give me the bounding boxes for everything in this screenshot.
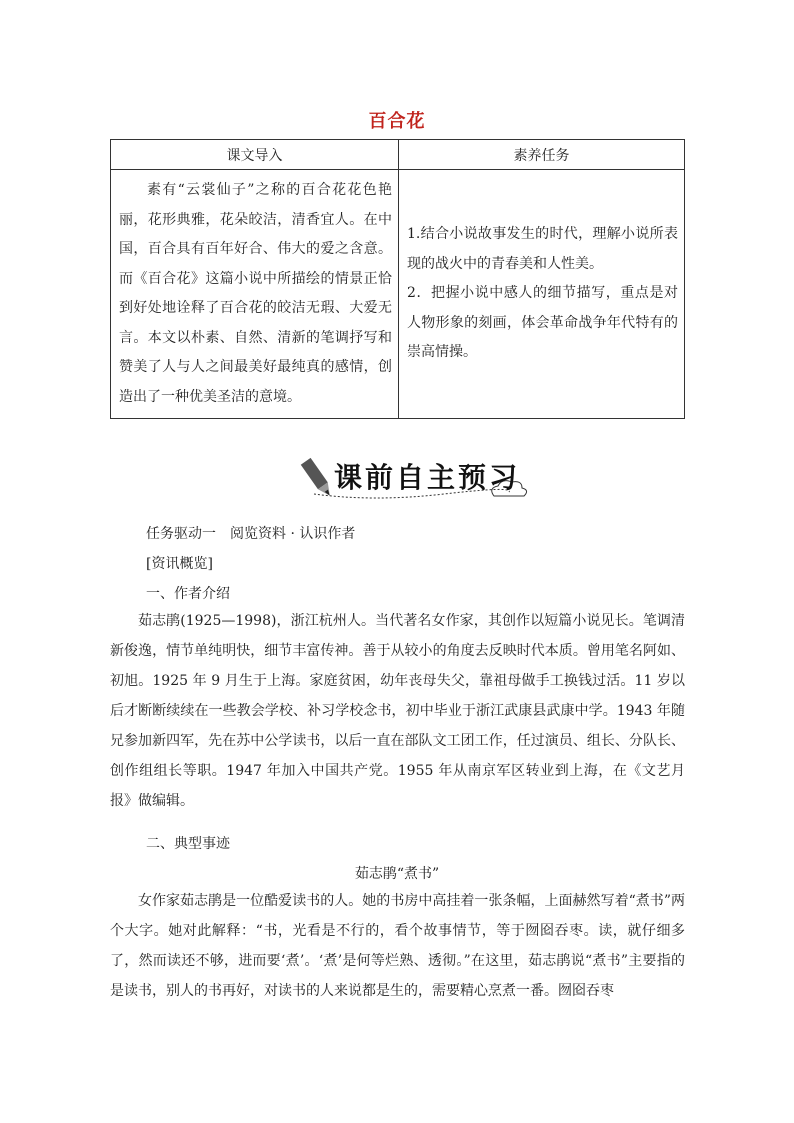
deeds-heading: 二、典型事迹 — [146, 836, 230, 852]
author-bio — [110, 606, 685, 816]
story-title: 茹志鹃“煮书” — [354, 866, 440, 882]
section-banner — [294, 452, 534, 506]
table-header-intro: 课文导入 — [111, 140, 399, 170]
bio-paragraph: 茹志鹃(1925—1998)，浙江杭州人。当代著名女作家，其创作以短篇小说见长。笔调清新俊逸，情节单纯明快，细节丰富传神。善于从较小的角度去反映时代本质。曾用笔名阿如、初旭。1925 年 9 月生于上海。家庭贫困，幼年丧母失父，靠祖母做手工换钱过活。11 岁以后才断断续续在一些教会学校、补习学校念书，初中毕业于浙江武康县武康中学。1943 年随兄参加新四军，先在苏中公学读书，以后一直在部队文工团工作，任过演员、组长、分队长、创作组组长等职。1947 年加入中国共产党。1955 年从南京军区转业到上海，在《文艺月报》做编辑。 — [110, 613, 685, 809]
intro-table — [110, 139, 685, 419]
author-heading: 一、作者介绍 — [146, 586, 230, 602]
table-header-tasks: 素养任务 — [399, 140, 685, 170]
document-title: 百合花 — [368, 111, 426, 132]
tasks-cell — [399, 170, 685, 419]
story-paragraph: 女作家茹志鹃是一位酷爱读书的人。她的书房中高挂着一张条幅，上面赫然写着“煮书”两个大字。她对此解释：“书，光看是不行的，看个故事情节，等于囫囵吞枣。读，就仔细多了，然而读还不够，进而要‘煮’。‘煮’是何等烂熟、透彻。”在这里，茹志鹃说“煮书”主要指的是读书，别人的书再好，对读书的人来说都是生的，需要精心烹煮一番。囫囵吞枣 — [110, 893, 685, 999]
task-heading: 任务驱动一 阅览资料 · 认识作者 — [146, 526, 356, 542]
story-body — [110, 886, 685, 1006]
banner-title: 课前自主预习 — [334, 461, 521, 494]
task-item: 2．把握小说中感人的细节描写，重点是对人物形象的刻画，体会革命战争年代特有的崇高情操。 — [407, 285, 678, 361]
info-heading: [资讯概览] — [146, 556, 213, 572]
intro-text-cell: 素有“云裳仙子”之称的百合花花色艳丽，花形典雅，花朵皎洁，清香宜人。在中国，百合具有百年好合、伟大的爱之含意。而《百合花》这篇小说中所描绘的情景正恰到好处地诠释了百合花的皎洁无瑕、大爱无言。本文以朴素、自然、清新的笔调抒写和赞美了人与人之间最美好最纯真的感情，创造出了一种优美圣洁的意境。 — [111, 170, 399, 419]
task-item: 1.结合小说故事发生的时代，理解小说所表现的战火中的青春美和人性美。 — [407, 226, 678, 272]
